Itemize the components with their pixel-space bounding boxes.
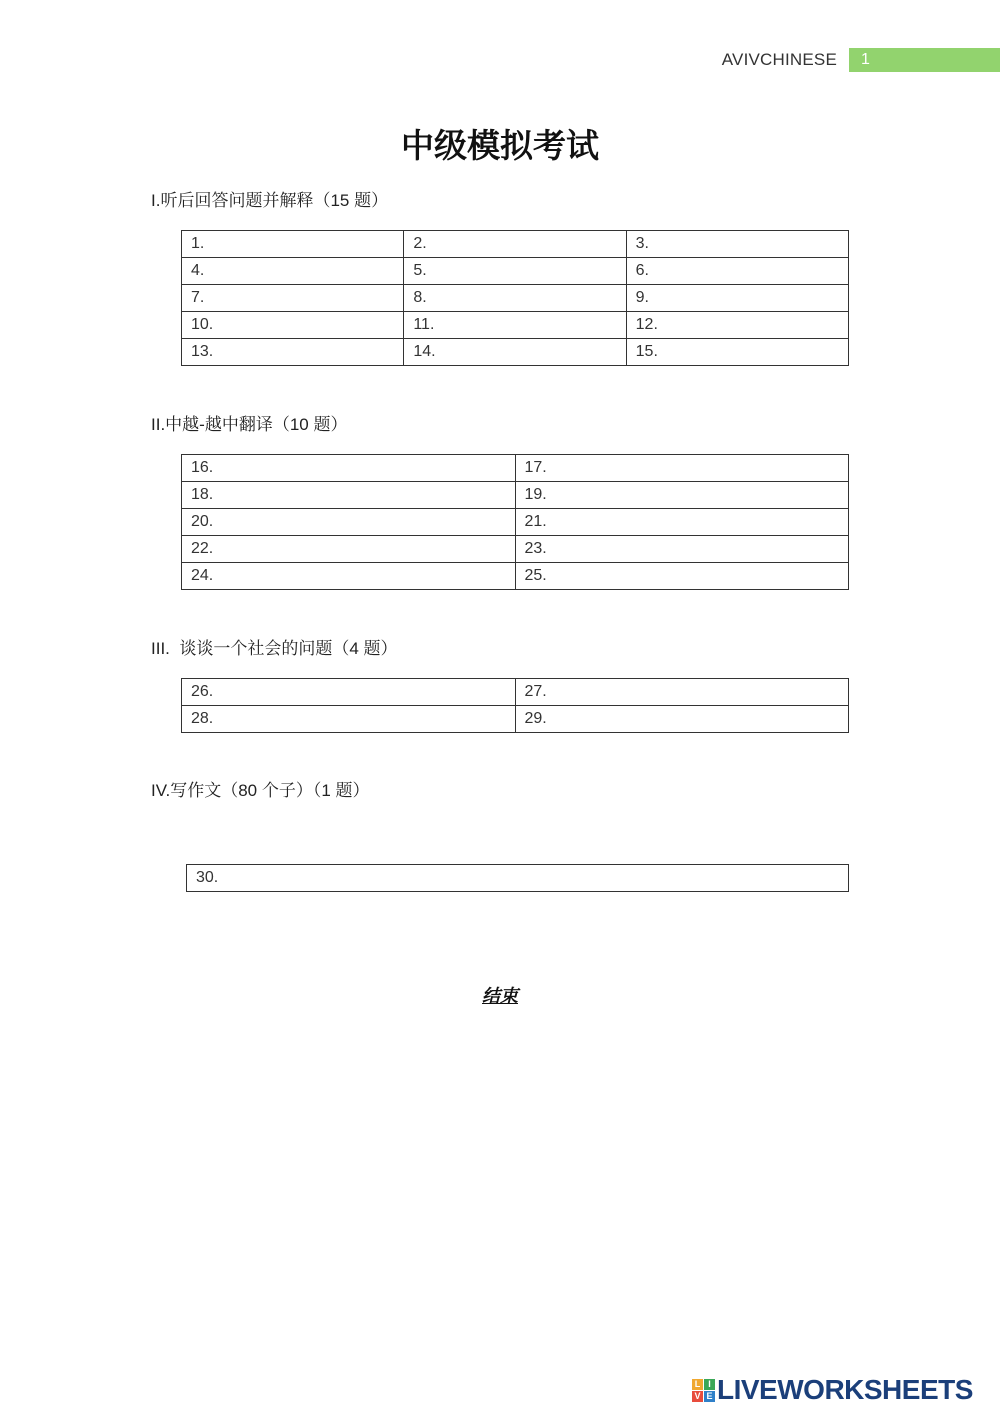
answer-cell-29[interactable]: 29.	[515, 706, 849, 733]
section-1-table	[181, 230, 849, 366]
answer-cell-15[interactable]: 15.	[626, 339, 848, 366]
logo-letter-i: I	[704, 1379, 715, 1390]
answer-cell-23[interactable]: 23.	[515, 536, 849, 563]
answer-cell-13[interactable]: 13.	[182, 339, 404, 366]
answer-cell-30[interactable]: 30.	[187, 865, 849, 892]
answer-cell-27[interactable]: 27.	[515, 679, 849, 706]
answer-cell-4[interactable]: 4.	[182, 258, 404, 285]
answer-cell-11[interactable]: 11.	[404, 312, 626, 339]
table-row	[182, 285, 849, 312]
answer-cell-20[interactable]: 20.	[182, 509, 516, 536]
answer-cell-2[interactable]: 2.	[404, 231, 626, 258]
page-title: 中级模拟考试	[401, 127, 599, 164]
section-3-heading: III. 谈谈一个社会的问题（4 题）	[151, 639, 398, 658]
logo-letter-e: E	[704, 1391, 715, 1402]
section-3-table	[181, 678, 849, 733]
answer-cell-21[interactable]: 21.	[515, 509, 849, 536]
liveworksheets-logo[interactable]	[692, 1374, 973, 1406]
table-row	[182, 231, 849, 258]
answer-cell-26[interactable]: 26.	[182, 679, 516, 706]
answer-cell-8[interactable]: 8.	[404, 285, 626, 312]
table-row	[182, 339, 849, 366]
table-row	[187, 865, 849, 892]
logo-letter-l: L	[692, 1379, 703, 1390]
section-4-table	[186, 864, 849, 892]
section-2-table	[181, 454, 849, 590]
page-number-badge: 1	[849, 48, 1000, 72]
answer-cell-16[interactable]: 16.	[182, 455, 516, 482]
answer-cell-6[interactable]: 6.	[626, 258, 848, 285]
end-text: 结束	[482, 986, 518, 1006]
answer-cell-3[interactable]: 3.	[626, 231, 848, 258]
liveworksheets-logo-icon	[692, 1379, 715, 1402]
table-row	[182, 258, 849, 285]
answer-cell-24[interactable]: 24.	[182, 563, 516, 590]
answer-cell-10[interactable]: 10.	[182, 312, 404, 339]
answer-cell-1[interactable]: 1.	[182, 231, 404, 258]
header-brand: AVIVCHINESE	[721, 50, 837, 69]
section-2-heading: II.中越-越中翻译（10 题）	[151, 415, 348, 434]
answer-cell-9[interactable]: 9.	[626, 285, 848, 312]
answer-cell-17[interactable]: 17.	[515, 455, 849, 482]
answer-cell-14[interactable]: 14.	[404, 339, 626, 366]
answer-cell-28[interactable]: 28.	[182, 706, 516, 733]
table-row	[182, 312, 849, 339]
table-row	[182, 706, 849, 733]
answer-cell-18[interactable]: 18.	[182, 482, 516, 509]
table-row	[182, 536, 849, 563]
answer-cell-5[interactable]: 5.	[404, 258, 626, 285]
table-row	[182, 509, 849, 536]
liveworksheets-logo-text: LIVEWORKSHEETS	[717, 1374, 973, 1405]
answer-cell-7[interactable]: 7.	[182, 285, 404, 312]
section-4-heading: IV.写作文（80 个子）（1 题）	[151, 781, 370, 800]
section-1-heading: I.听后回答问题并解释（15 题）	[151, 191, 389, 210]
answer-cell-12[interactable]: 12.	[626, 312, 848, 339]
answer-cell-25[interactable]: 25.	[515, 563, 849, 590]
answer-cell-19[interactable]: 19.	[515, 482, 849, 509]
table-row	[182, 679, 849, 706]
table-row	[182, 563, 849, 590]
table-row	[182, 455, 849, 482]
logo-letter-v: V	[692, 1391, 703, 1402]
table-row	[182, 482, 849, 509]
answer-cell-22[interactable]: 22.	[182, 536, 516, 563]
